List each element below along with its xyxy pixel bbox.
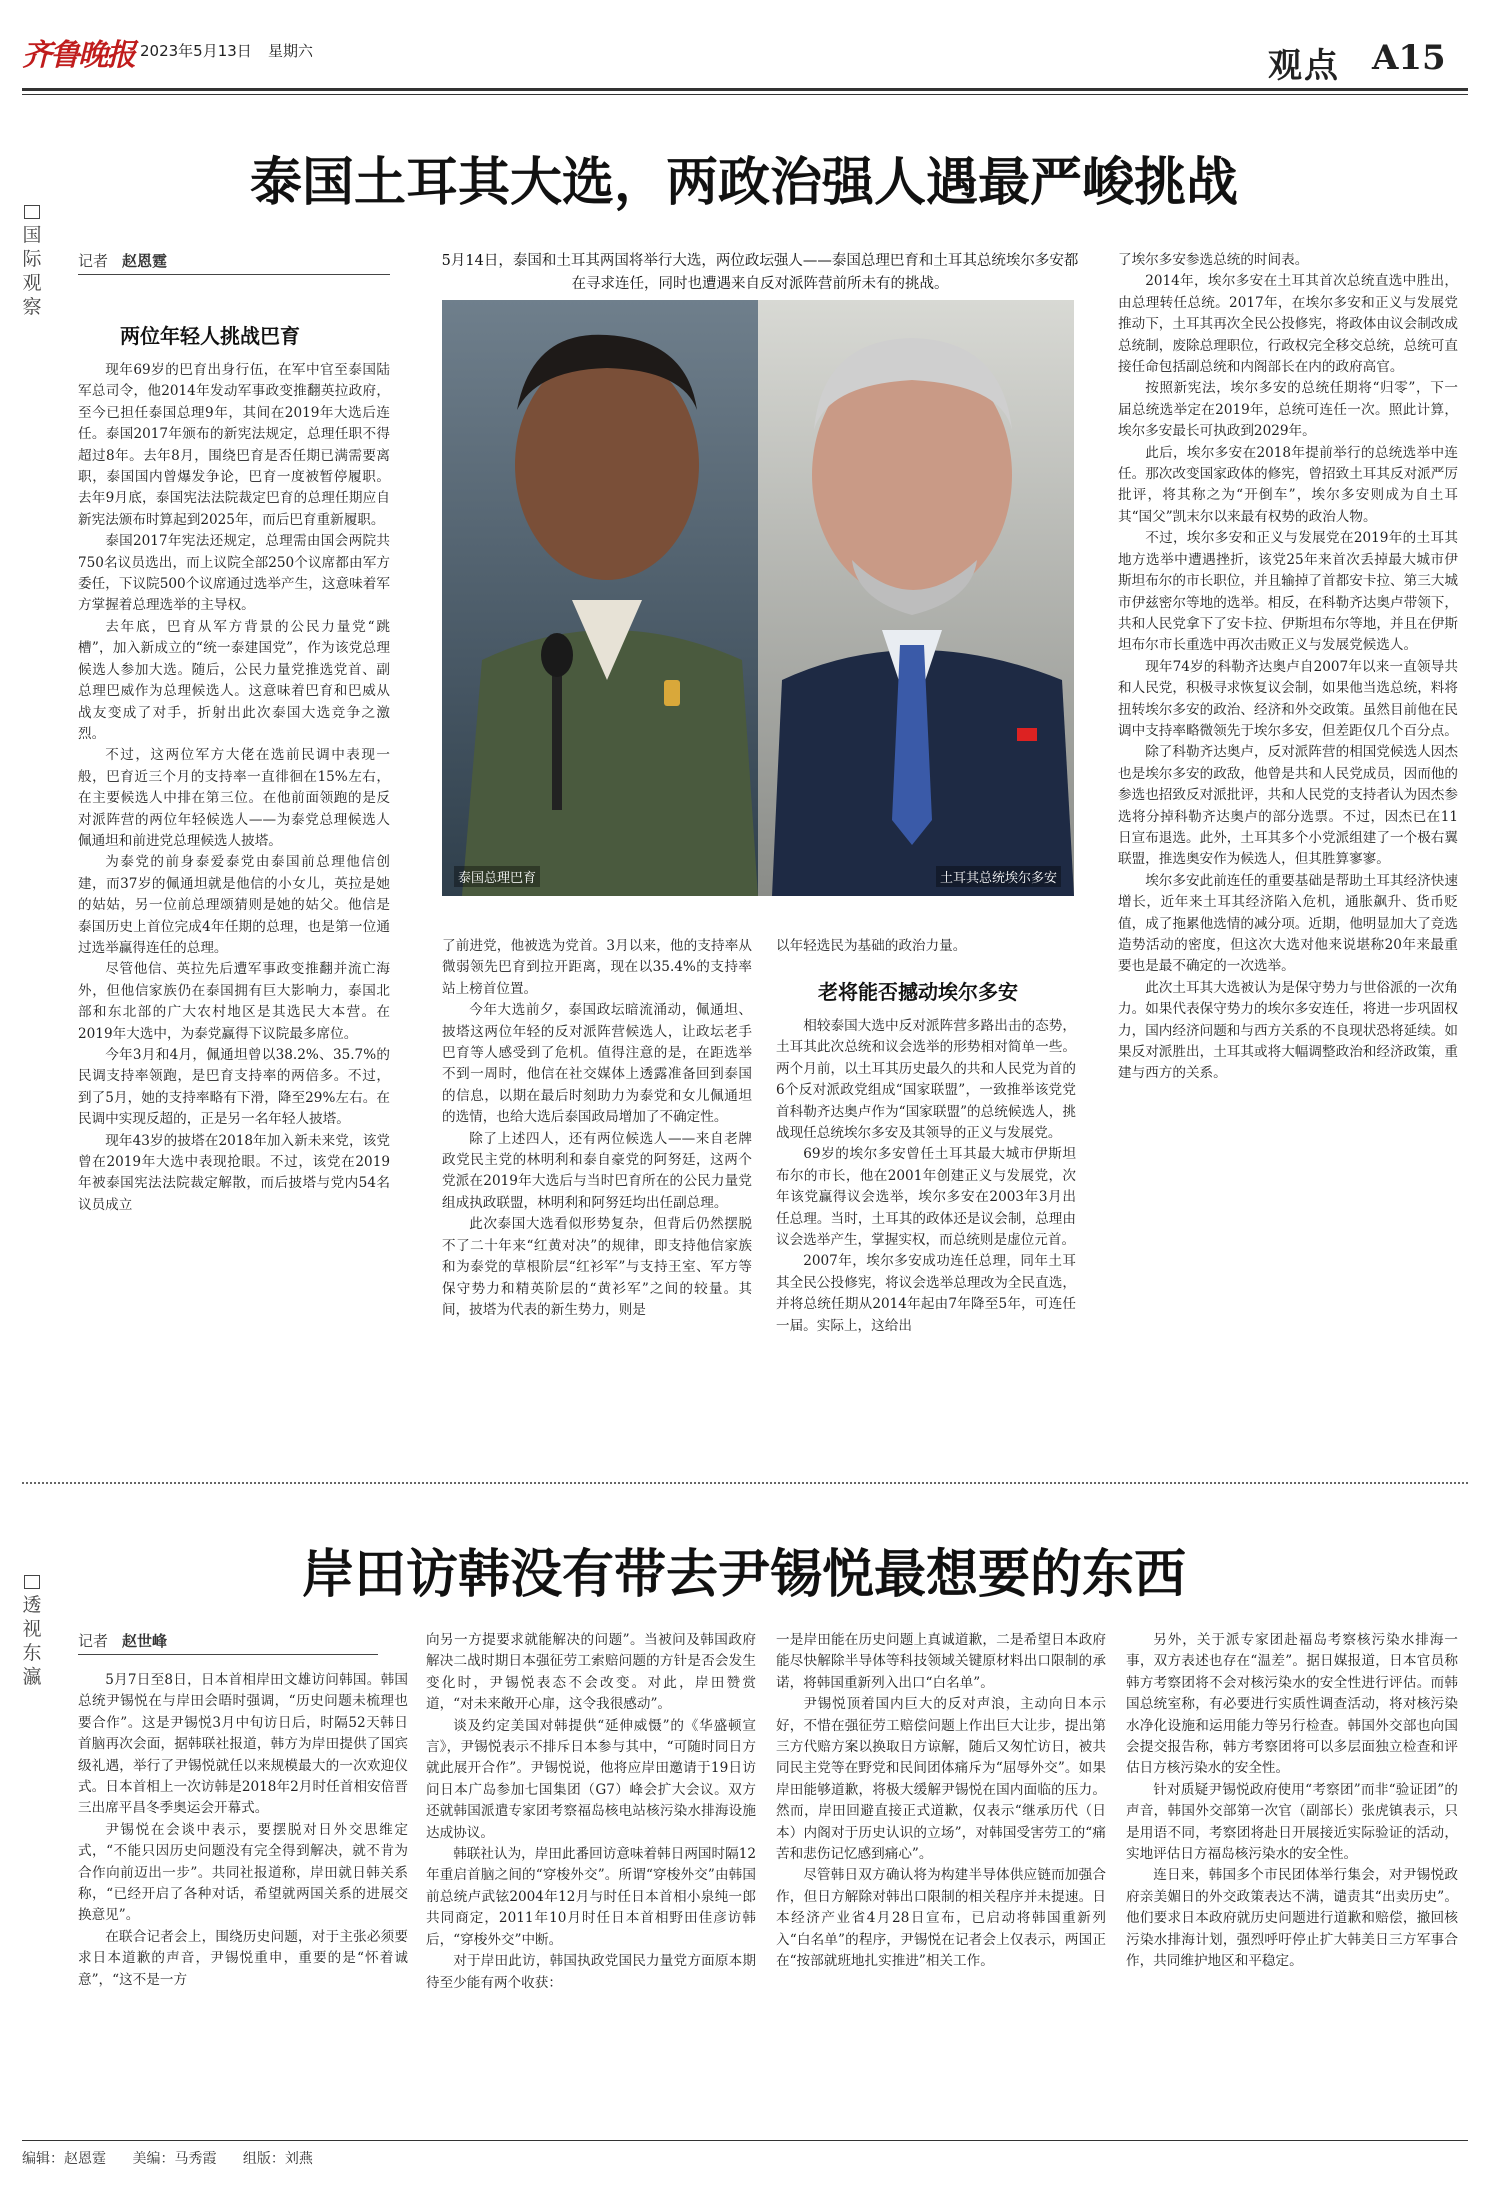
article1-column-1: 现年69岁的巴育出身行伍，在军中官至泰国陆军总司令，他2014年发动军事政变推翻英拉政府，至今已担任泰国总理9年，其间在2019年大选后连任。泰国2017年颁布的新宪法规定，总理任职不得超过8年。去年8月，围绕巴育是否任期已满需要离职，泰国国内曾爆发争论，巴育一度被暂停履职。去年9月底，泰国宪法法院裁定巴育的总理任期应自新宪法颁布时算起到2025年，而后巴育重新履职。 泰国2017年宪法还规定，总理需由国会两院共750名议员选出，而上议院全部250个议席都由军方委任，下议院500个议席通过选举产生，这意味着军方掌握着总理选举的主导权。 去年底，巴育从军方背景的公民力量党“跳槽”，加入新成立的“统一泰建国党”，作为该党总理候选人参加大选。随后，公民力量党推选党首、副总理巴威作为总理候选人。这意味着巴育和巴威从战友变成了对手，折射出此次泰国大选竞争之激烈。 不过，这两位军方大佬在选前民调中表现一般，巴育近三个月的支持率一直徘徊在15%左右，在主要候选人中排在第三位。在他前面领跑的是反对派阵营的两位年轻候选人——为泰党总理候选人佩通坦和前进党总理候选人披塔。 为泰党的前身泰爱泰党由泰国前总理他信创建，而37岁的佩通坦就是他信的小女儿，英拉是她的姑姑，另一位前总理颂猜则是她的姑父。他信是泰国历史上首位完成4年任期的总理，也是第一位通过选举赢得连任的总理。 尽管他信、英拉先后遭军事政变推翻并流亡海外，但他信家族仍在泰国拥有巨大影响力，泰国北部和东北部的广大农村地区是其选民大本营。在2019年大选中，为泰党赢得下议院最多席位。 今年3月和4月，佩通坦曾以38.2%、35.7%的民调支持率领跑，是巴育支持率的两倍多。不过，到了5月，她的支持率略有下滑，降至29%左右。在民调中实现反超的，正是另一名年轻人披塔。 现年43岁的披塔在2018年加入新未来党，该党曾在2019年大选中表现抢眼。不过，该党在2019年被泰国宪法法院裁定解散，而后披塔与党内54名议员成立 [78,362,390,1213]
article1-tag-label: 国际观察 [22,224,42,318]
article-divider [22,1482,1468,1484]
footer-editor: 编辑：赵恩霆 [22,2151,106,2167]
tag-box-icon [24,1575,40,1589]
footer-layout: 组版：刘燕 [242,2151,313,2167]
leaders-photo [442,300,1074,896]
caption-right: 土耳其总统埃尔多安 [936,866,1061,887]
caption-left: 泰国总理巴育 [454,866,540,887]
article1-subhead2: 老将能否撼动埃尔多安 [818,980,1018,1004]
issue-date: 2023年5月13日 [140,42,252,60]
article2-byline: 记者 赵世峰 [78,1632,168,1650]
article2-column-2: 向另一方提要求就能解决的问题”。当被问及韩国政府解决二战时期日本强征劳工索赔问题的方针是否会发生变化时，尹锡悦表态不会改变。对此，岸田赞赏道，“对未来敞开心扉，这令我很感动”。 谈及约定美国对韩提供“延伸威慑”的《华盛顿宣言》，尹锡悦表示不排斥日本参与其中，“可随时同日方就此展开合作”。尹锡悦说，他将应岸田邀请于19日访问日本广岛参加七国集团（G7）峰会扩大会议。双方还就韩国派遣专家团考察福岛核电站核污染水排海设施达成协议。 韩联社认为，岸田此番回访意味着韩日两国时隔12年重启首脑之间的“穿梭外交”。所谓“穿梭外交”由韩国前总统卢武铉2004年12月与时任日本首相小泉纯一郎共同商定，2011年10月时任日本首相野田佳彦访韩后，“穿梭外交”中断。 对于岸田此访，韩国执政党国民力量党方面原本期待至少能有两个收获： [426,1632,756,1991]
article2-tag-label: 透视东瀛 [22,1594,42,1688]
article2-headline: 岸田访韩没有带去尹锡悦最想要的东西 [301,1544,1186,1605]
article1-headline: 泰国土耳其大选，两政治强人遇最严峻挑战 [249,152,1238,213]
tag-box-icon [24,205,40,219]
footer-designer: 美编：马秀霞 [132,2151,217,2167]
footer-rule [22,2140,1468,2141]
issue-weekday: 星期六 [268,42,314,60]
article1-column-3a: 以年轻选民为基础的政治力量。 [776,938,967,954]
top-rule-thick [22,88,1468,91]
masthead [0,0,1488,86]
article2-section-tag [20,1575,44,1689]
article1-byline: 记者 赵恩霆 [78,252,168,270]
page-footer [22,2148,335,2168]
article1-column-3b: 相较泰国大选中反对派阵营多路出击的态势，土耳其此次总统和议会选举的形势相对简单一些。两个月前，以土耳其历史最久的共和人民党为首的6个反对派政党组成“国家联盟”，一致推举该党党首科勒齐达奥卢作为“国家联盟”的总统候选人，挑战现任总统埃尔多安及其领导的正义与发展党。 69岁的埃尔多安曾任土耳其最大城市伊斯坦布尔的市长，他在2001年创建正义与发展党，次年该党赢得议会选举，埃尔多安在2003年3月出任总理。当时，土耳其的政体还是议会制，总理由议会选举产生，掌握实权，而总统则是虚位元首。 2007年，埃尔多安成功连任总理，同年土耳其全民公投修宪，将议会选举总理改为全民直选，并将总统任期从2014年起由7年降至5年，可连任一届。实际上，这给出 [776,1018,1076,1334]
article1-column-4: 了埃尔多安参选总统的时间表。 2014年，埃尔多安在土耳其首次总统直选中胜出，由总理转任总统。2017年，在埃尔多安和正义与发展党推动下，土耳其再次全民公投修宪，将政体由议会制改成总统制，废除总理职位，行政权完全移交总统，总统可直接任命包括副总统和内阁部长在内的政府高官。 按照新宪法，埃尔多安的总统任期将“归零”，下一届总统选举定在2019年，总统可连任一次。照此计算，埃尔多安最长可执政到2029年。 此后，埃尔多安在2018年提前举行的总统选举中连任。那次改变国家政体的修宪，曾招致土耳其反对派严厉批评，将其称之为“开倒车”，埃尔多安则成为自土耳其“国父”凯末尔以来最有权势的政治人物。 不过，埃尔多安和正义与发展党在2019年的土耳其地方选举中遭遇挫折，该党25年来首次丢掉最大城市伊斯坦布尔的市长职位，并且输掉了首都安卡拉、第三大城市伊兹密尔等地的选举。相反，在科勒齐达奥卢带领下，共和人民党拿下了安卡拉、伊斯坦布尔等地，并且在伊斯坦布尔市长重选中再次击败正义与发展党候选人。 现年74岁的科勒齐达奥卢自2007年以来一直领导共和人民党，积极寻求恢复议会制，如果他当选总统，料将扭转埃尔多安的政治、经济和外交政策。虽然目前他在民调中支持率略微领先于埃尔多安，但差距仅几个百分点。 除了科勒齐达奥卢，反对派阵营的相国党候选人因杰也是埃尔多安的政敌，他曾是共和人民党成员，因而他的参选也招致反对派批评，共和人民党的支持者认为因杰参选将分掉科勒齐达奥卢的部分选票。不过，因杰已在11日宣布退选。此外，土耳其多个小党派组建了一个极右翼联盟，推选奥安作为候选人，但其胜算寥寥。 埃尔多安此前连任的重要基础是帮助土耳其经济快速增长，近年来土耳其经济陷入危机，通胀飙升、货币贬值，成了拖累他选情的减分项。近期，他明显加大了竞选造势活动的密度，但这次大选对他来说堪称20年来最重要也是最不确定的一次选举。 此次土耳其大选被认为是保守势力与世俗派的一次角力。如果代表保守势力的埃尔多安连任，将进一步巩固权力，国内经济问题和与西方关系的不良现状恐将延续。如果反对派胜出，土耳其或将大幅调整政治和经济政策，重建与西方的关系。 [1118,252,1458,1082]
article1-lead: 5月14日，泰国和土耳其两国将举行大选，两位政坛强人——泰国总理巴育和土耳其总统埃尔多安都在寻求连任，同时也遭遇来自反对派阵营前所未有的挑战。 [441,253,1079,292]
article1-subhead1: 两位年轻人挑战巴育 [120,324,300,348]
article2-byline-rule [78,1654,378,1655]
article2-column-4: 另外，关于派专家团赴福岛考察核污染水排海一事，双方表述也存在“温差”。据日媒报道，日本官员称韩方考察团将不会对核污染水的安全性进行评估。而韩国总统室称，有必要进行实质性调查活动，将对核污染水净化设施和运用能力等另行检查。韩国外交部也向国会提交报告称，韩方考察团将可以多层面独立检查和评估日方核污染水的安全性。 针对质疑尹锡悦政府使用“考察团”而非“验证团”的声音，韩国外交部第一次官（副部长）张虎镇表示，只是用语不同，考察团将赴日开展接近实际验证的活动，实地评估日方福岛核污染水的安全性。 连日来，韩国多个市民团体举行集会，对尹锡悦政府亲美媚日的外交政策表达不满，谴责其“出卖历史”。他们要求日本政府就历史问题进行道歉和赔偿，撤回核污染水排海计划，强烈呼吁停止扩大韩美日三方军事合作，共同维护地区和平稳定。 [1126,1632,1458,1970]
leaders-photo-illustration [442,300,1074,896]
newspaper-logo: 齐鲁晚报 [22,38,134,73]
article1-byline-rule [78,274,390,275]
page-number: A15 [1372,38,1446,78]
section-name: 观点 [1268,46,1340,86]
article2-column-1: 5月7日至8日，日本首相岸田文雄访问韩国。韩国总统尹锡悦在与岸田会晤时强调，“历史问题未梳理也要合作”。这是尹锡悦3月中旬访日后，时隔52天韩日首脑再次会面，据韩联社报道，韩方为岸田提供了国宾级礼遇，举行了尹锡悦就任以来规模最大的一次欢迎仪式。日本首相上一次访韩是2018年2月时任首相安倍晋三出席平昌冬季奥运会开幕式。 尹锡悦在会谈中表示，要摆脱对日外交思维定式，“不能只因历史问题没有完全得到解决，就不肯为合作向前迈出一步”。共同社报道称，岸田就日韩关系称，“已经开启了各种对话，希望就两国关系的进展交换意见”。 在联合记者会上，围绕历史问题，对于主张必须要求日本道歉的声音，尹锡悦重申，重要的是“怀着诚意”，“这不是一方 [78,1672,408,1988]
article1-section-tag [20,205,44,319]
top-rule-thin [22,94,1468,95]
article1-column-2: 了前进党，他被选为党首。3月以来，他的支持率从微弱领先巴育到拉开距离，现在以35.4%的支持率站上榜首位置。 今年大选前夕，泰国政坛暗流涌动，佩通坦、披塔这两位年轻的反对派阵营候选人，让政坛老手巴育等人感受到了危机。值得注意的是，在距选举不到一周时，他信在社交媒体上透露准备回到泰国的信息，以期在最后时刻助力为泰党和女儿佩通坦的选情，也给大选后泰国政局增加了不确定性。 除了上述四人，还有两位候选人——来自老牌政党民主党的林明利和泰自豪党的阿努廷，这两个党派在2019年大选后与当时巴育所在的公民力量党组成执政联盟，林明利和阿努廷均出任副总理。 此次泰国大选看似形势复杂，但背后仍然摆脱不了二十年来“红黄对决”的规律，即支持他信家族和为泰党的草根阶层“红衫军”与支持王室、军方等保守势力和精英阶层的“黄衫军”之间的较量。其间，披塔为代表的新生势力，则是 [442,938,752,1318]
article2-column-3: 一是岸田能在历史问题上真诚道歉，二是希望日本政府能尽快解除半导体等科技领域关键原材料出口限制的承诺，将韩国重新列入出口“白名单”。 尹锡悦顶着国内巨大的反对声浪，主动向日本示好，不惜在强征劳工赔偿问题上作出巨大让步，提出第三方代赔方案以换取日方谅解，随后又匆忙访日，被共同民主党等在野党和民间团体痛斥为“屈辱外交”。如果岸田能够道歉，将极大缓解尹锡悦在国内面临的压力。然而，岸田回避直接正式道歉，仅表示“继承历代（日本）内阁对于历史认识的立场”，对韩国受害劳工的“痛苦和悲伤记忆感到痛心”。 尽管韩日双方确认将为构建半导体供应链而加强合作，但日方解除对韩出口限制的相关程序并未提速。日本经济产业省4月28日宣布，已启动将韩国重新列入“白名单”的程序，尹锡悦在记者会上仅表示，两国正在“按部就班地扎实推进”相关工作。 [776,1632,1106,1970]
